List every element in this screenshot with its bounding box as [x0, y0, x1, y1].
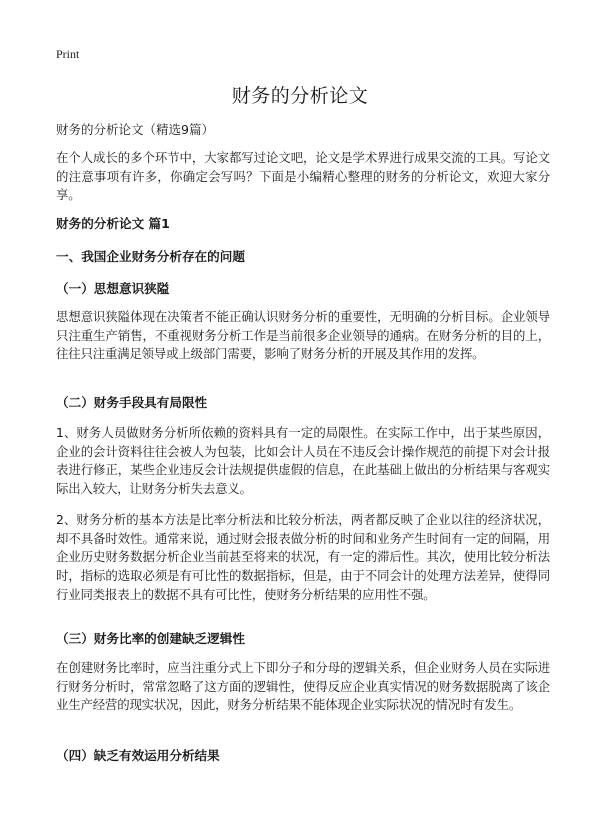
print-link[interactable]: Print	[56, 47, 80, 61]
article-heading: 财务的分析论文 篇1	[56, 216, 170, 231]
subsection-4-heading: （四）缺乏有效运用分析结果	[56, 748, 220, 763]
document-subtitle: 财务的分析论文（精选9篇）	[56, 122, 214, 137]
section-1-heading: 一、我国企业财务分析存在的问题	[56, 249, 245, 264]
subsection-2-paragraph-2: 2、财务分析的基本方法是比率分析法和比较分析法，两者都反映了企业以往的经济状况，却不具备时效性。通常来说，通过财会报表做分析的时间和业务产生时间有一定的间隔，用企业历史财务数据分析企业当前甚至将来的状况，有一定的滞后性。其次，使用比较分析法时，指标的选取必须是有可比性的数据指标，但是，由于不同会计的处理方法差异，使得同行业同类报表上的数据不具有可比性，使财务分析结果的应用性不强。	[56, 512, 550, 602]
subsection-1-paragraph: 思想意识狭隘体现在决策者不能正确认识财务分析的重要性，无明确的分析目标。企业领导只注重生产销售，不重视财务分析工作是当前很多企业领导的通病。在财务分析的目的上，往往只注重满足领导或上级部门需要，影响了财务分析的开展及其作用的发挥。	[56, 309, 550, 362]
subsection-2-heading: （二）财务手段具有局限性	[56, 395, 208, 410]
subsection-2-paragraph-1: 1、财务人员做财务分析所依赖的资料具有一定的局限性。在实际工作中，出于某些原因，企业的会计资料往往会被人为包装，比如会计人员在不违反会计操作规范的前提下对会计报表进行修正，某些企业违反会计法规提供虚假的信息，在此基础上做出的分析结果与客观实际出入较大，让财务分析失去意义。	[56, 425, 550, 497]
subsection-1-heading: （一）思想意识狭隘	[56, 281, 170, 296]
document-title: 财务的分析论文	[231, 85, 369, 107]
intro-paragraph: 在个人成长的多个环节中，大家都写过论文吧，论文是学术界进行成果交流的工具。写论文的注意事项有许多，你确定会写吗？下面是小编精心整理的财务的分析论文，欢迎大家分享。	[56, 150, 550, 203]
subsection-3-paragraph: 在创建财务比率时，应当注重分式上下即分子和分母的逻辑关系，但企业财务人员在实际进行财务分析时，常常忽略了这方面的逻辑性，使得反应企业真实情况的财务数据脱离了该企业生产经营的现实状况，因此，财务分析结果不能体现企业实际状况的情况时有发生。	[56, 660, 550, 713]
subsection-3-heading: （三）财务比率的创建缺乏逻辑性	[56, 631, 245, 646]
